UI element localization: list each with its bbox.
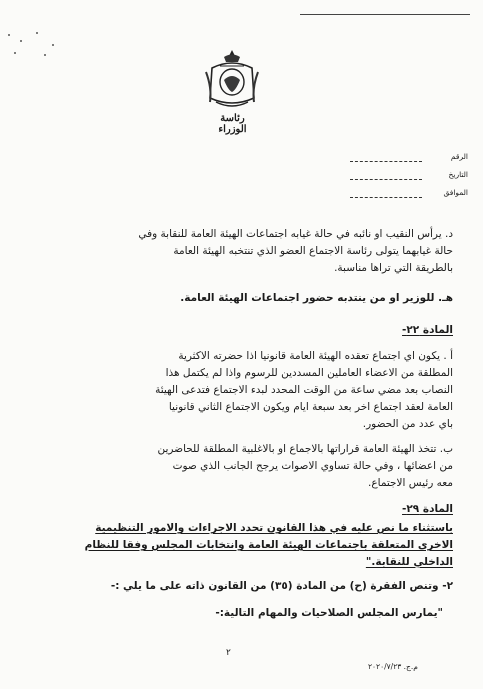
para-b-line: من اعضائها ، وفي حالة تساوي الاصوات يرجح الجانب الذي صوت xyxy=(172,460,453,472)
article-29-line: الداخلي للنقابة." xyxy=(365,556,453,568)
clause-h-line: هـ. للوزير او من ينتدبه حضور اجتماعات الهيئة العامة. xyxy=(180,292,453,304)
para-b-line: ب. تتخذ الهيئة العامة قراراتها بالاجماع او بالاغلبية المطلقة للحاضرين xyxy=(157,443,453,455)
jordan-crest-icon xyxy=(202,48,262,110)
article-29-line: الاخرى المتعلقة باجتماعات الهيئة العامة وانتخابات المجلس وفقا للنظام xyxy=(84,539,453,551)
clause-d-line: د. يرأس النقيب او نائبه في حالة غيابه اجتماعات الهيئة العامة للنقابة وفي xyxy=(138,228,453,240)
article-22-heading: المادة ٢٢- xyxy=(402,324,453,336)
para-a-line: باي عدد من الحضور. xyxy=(362,418,453,430)
article-29-heading: المادة ٢٩- xyxy=(402,503,453,515)
article-22-para-a xyxy=(18,348,453,433)
item-2: ٢- وتنص الفقرة (ح) من المادة (٣٥) من القانون ذاته على ما يلي :- xyxy=(110,580,453,592)
emblem-label: رئاسة الوزراء xyxy=(218,113,247,135)
meta-date-label: التاريخ xyxy=(448,170,468,179)
para-a-line: العامة لعقد اجتماع اخر بعد سبعة ايام ويكون الاجتماع الثاني قانونيا xyxy=(168,401,453,413)
article-22-para-b xyxy=(18,441,453,492)
clause-d xyxy=(18,226,453,277)
clause-h xyxy=(18,290,453,307)
para-a-line: المطلقة من الاعضاء العاملين المسددين للرسوم واذا لم يكتمل هذا xyxy=(165,367,453,379)
meta-corresponding xyxy=(350,188,468,204)
scan-specks xyxy=(6,30,66,60)
para-b-line: معه رئيس الاجتماع. xyxy=(368,477,453,489)
clause-d-line: بالطريقة التي تراها مناسبة. xyxy=(334,262,453,274)
footer-code: م.ج. ٢٠٢٠/٧/٢٣ xyxy=(368,662,418,671)
para-a-line: النصاب بعد مضي ساعة من الوقت المحدد لبدء الاجتماع فتدعى الهيئة xyxy=(155,384,453,396)
para-a-line: أ . يكون اي اجتماع تعقده الهيئة العامة قانونيا اذا حضرته الاكثرية xyxy=(178,350,453,362)
quote-line: "يمارس المجلس الصلاحيات والمهام التالية:- xyxy=(215,607,443,619)
meta-number xyxy=(350,152,468,168)
top-rule xyxy=(300,14,470,15)
article-29-text xyxy=(18,520,453,571)
clause-d-line: حالة غيابهما يتولى رئاسة الاجتماع العضو الذي تنتخبه الهيئة العامة xyxy=(173,245,453,257)
meta-corresponding-label: الموافق xyxy=(443,188,468,197)
meta-number-label: الرقم xyxy=(450,152,468,161)
page-number: ٢ xyxy=(226,648,231,658)
article-29-line: باستثناء ما نص عليه في هذا القانون تحدد الاجراءات والامور التنظيمية xyxy=(95,522,453,534)
meta-date xyxy=(350,170,468,186)
